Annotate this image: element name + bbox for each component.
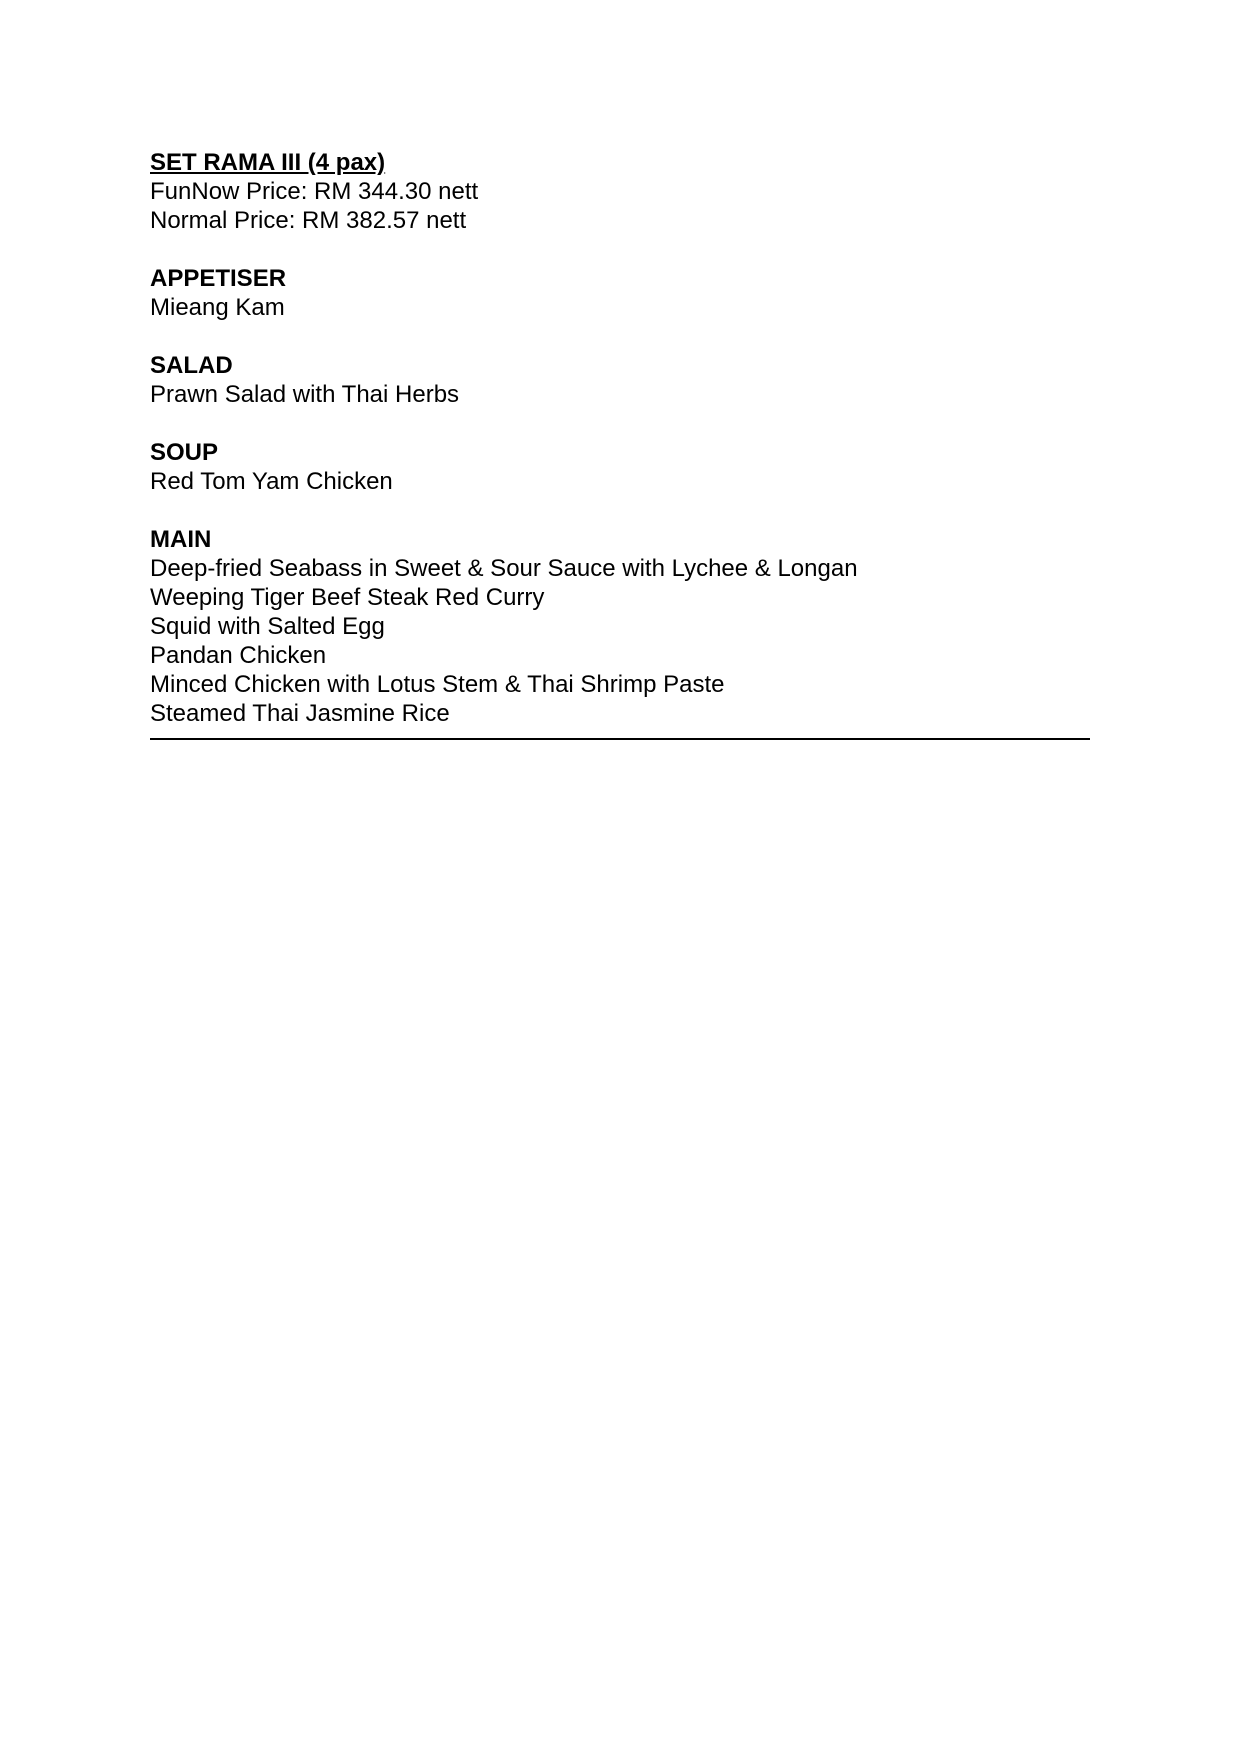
- menu-item: Minced Chicken with Lotus Stem & Thai Shrimp Paste: [150, 671, 725, 698]
- section-soup: [150, 438, 1090, 496]
- menu-item: Weeping Tiger Beef Steak Red Curry: [150, 584, 545, 611]
- price-block: [150, 177, 1090, 235]
- normal-price: Normal Price: RM 382.57 nett: [150, 207, 467, 234]
- menu-item: Prawn Salad with Thai Herbs: [150, 381, 460, 408]
- section-heading: SOUP: [150, 439, 219, 466]
- menu-item: Deep-fried Seabass in Sweet & Sour Sauce with Lychee & Longan: [150, 555, 858, 582]
- funnow-price: FunNow Price: RM 344.30 nett: [150, 178, 479, 205]
- section-salad: [150, 351, 1090, 409]
- menu-item: Mieang Kam: [150, 294, 285, 321]
- menu-item: Steamed Thai Jasmine Rice: [150, 700, 450, 727]
- section-heading: SALAD: [150, 352, 233, 379]
- section-heading: APPETISER: [150, 265, 287, 292]
- menu-item: Pandan Chicken: [150, 642, 327, 669]
- section-main: [150, 525, 1090, 728]
- menu-page: [150, 148, 1090, 740]
- menu-item: Squid with Salted Egg: [150, 613, 385, 640]
- menu-item: Red Tom Yam Chicken: [150, 468, 393, 495]
- section-appetiser: [150, 264, 1090, 322]
- set-title: SET RAMA III (4 pax): [150, 149, 386, 176]
- divider-line: [150, 738, 1090, 740]
- section-heading: MAIN: [150, 526, 212, 553]
